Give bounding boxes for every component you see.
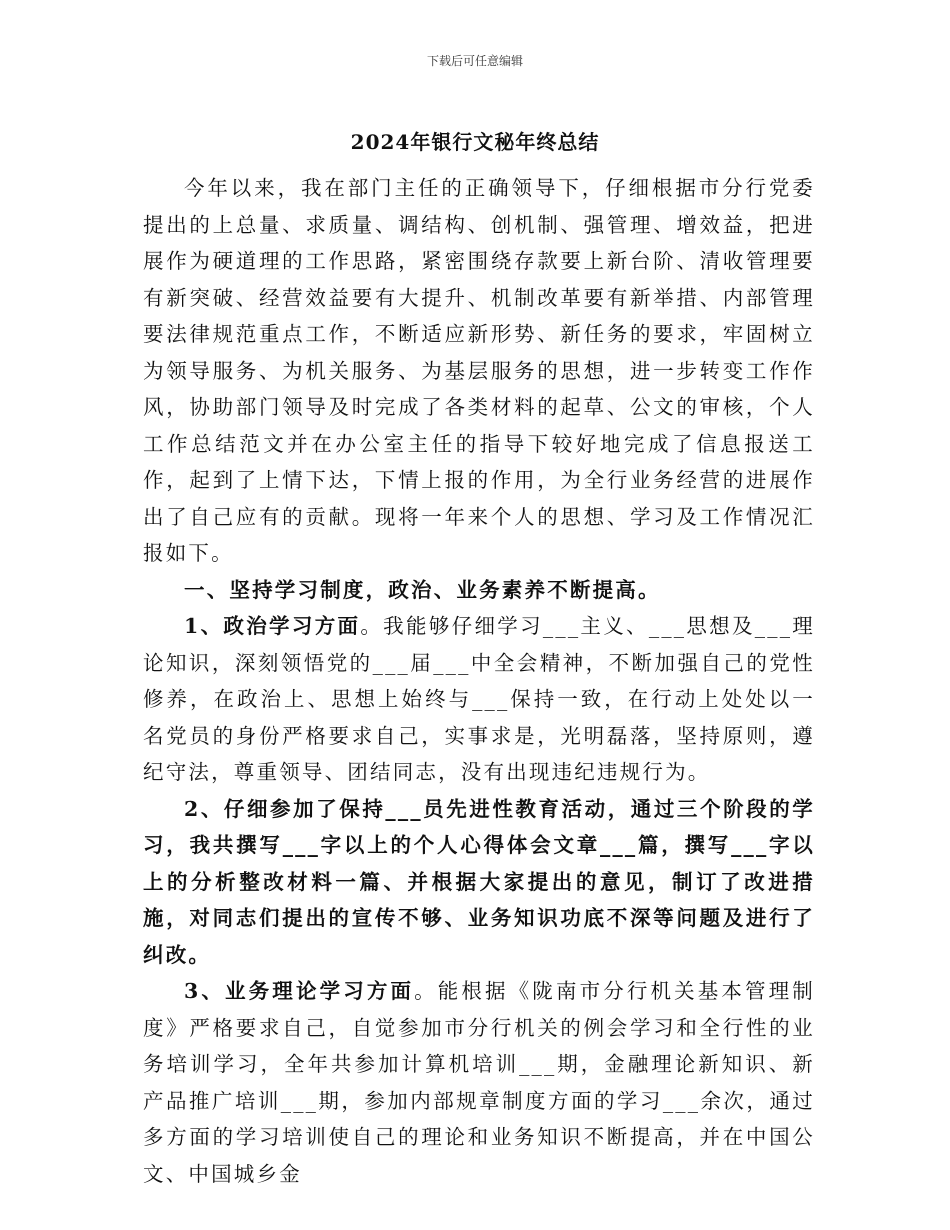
document-title: 2024年银行文秘年终总结 — [350, 130, 600, 154]
education-activity-paragraph: 2、仔细参加了保持___员先进性教育活动，通过三个阶段的学习，我共撰写___字以上的个人心得体会文章___篇，撰写___字以上的分析整改材料一篇、并根据大家提出的意见，制订了改进措施，对同志们提出的宣传不够、业务知识功底不深等问题及进行了纠改。 — [143, 796, 815, 967]
political-study-body: 。我能够仔细学习___主义、___思想及___理论知识，深刻领悟党的___届___中全会精神，不断加强自己的党性修养，在政治上、思想上始终与___保持一致，在行动上处处以一名党员的身份严格要求自己，实事求是，光明磊落，坚持原则，遵纪守法，尊重领导、团结同志，没有出现违纪违规行为。 — [143, 614, 815, 784]
business-study-body: 。能根据《陇南市分行机关基本管理制度》严格要求自己，自觉参加市分行机关的例会学习和全行性的业务培训学习，全年共参加计算机培训___期，金融理论新知识、新产品推广培训___期，参加内部规章制度方面的学习___余次，通过多方面的学习培训使自己的理论和业务知识不断提高，并在中国公文、中国城乡金 — [143, 979, 815, 1186]
section-heading-1: 一、坚持学习制度，政治、业务素养不断提高。 — [184, 577, 661, 602]
page-header-note: 下载后可任意编辑 — [426, 54, 523, 68]
political-study-paragraph — [143, 608, 815, 791]
business-study-paragraph — [143, 973, 815, 1192]
political-study-lead: 1、政治学习方面 — [184, 614, 361, 638]
business-study-lead: 3、业务理论学习方面 — [184, 979, 415, 1003]
document-body — [143, 170, 815, 1192]
intro-paragraph: 今年以来，我在部门主任的正确领导下，仔细根据市分行党委提出的上总量、求质量、调结构、创机制、强管理、增效益，把进展作为硬道理的工作思路，紧密围绕存款要上新台阶、清收管理要有新突破、经营效益要有大提升、机制改革要有新举措、内部管理要法律规范重点工作，不断适应新形势、新任务的要求，牢固树立为领导服务、为机关服务、为基层服务的思想，进一步转变工作作风，协助部门领导及时完成了各类材料的起草、公文的审核，个人工作总结范文并在办公室主任的指导下较好地完成了信息报送工作，起到了上情下达，下情上报的作用，为全行业务经营的进展作出了自己应有的贡献。现将一年来个人的思想、学习及工作情况汇报如下。 — [143, 176, 815, 565]
